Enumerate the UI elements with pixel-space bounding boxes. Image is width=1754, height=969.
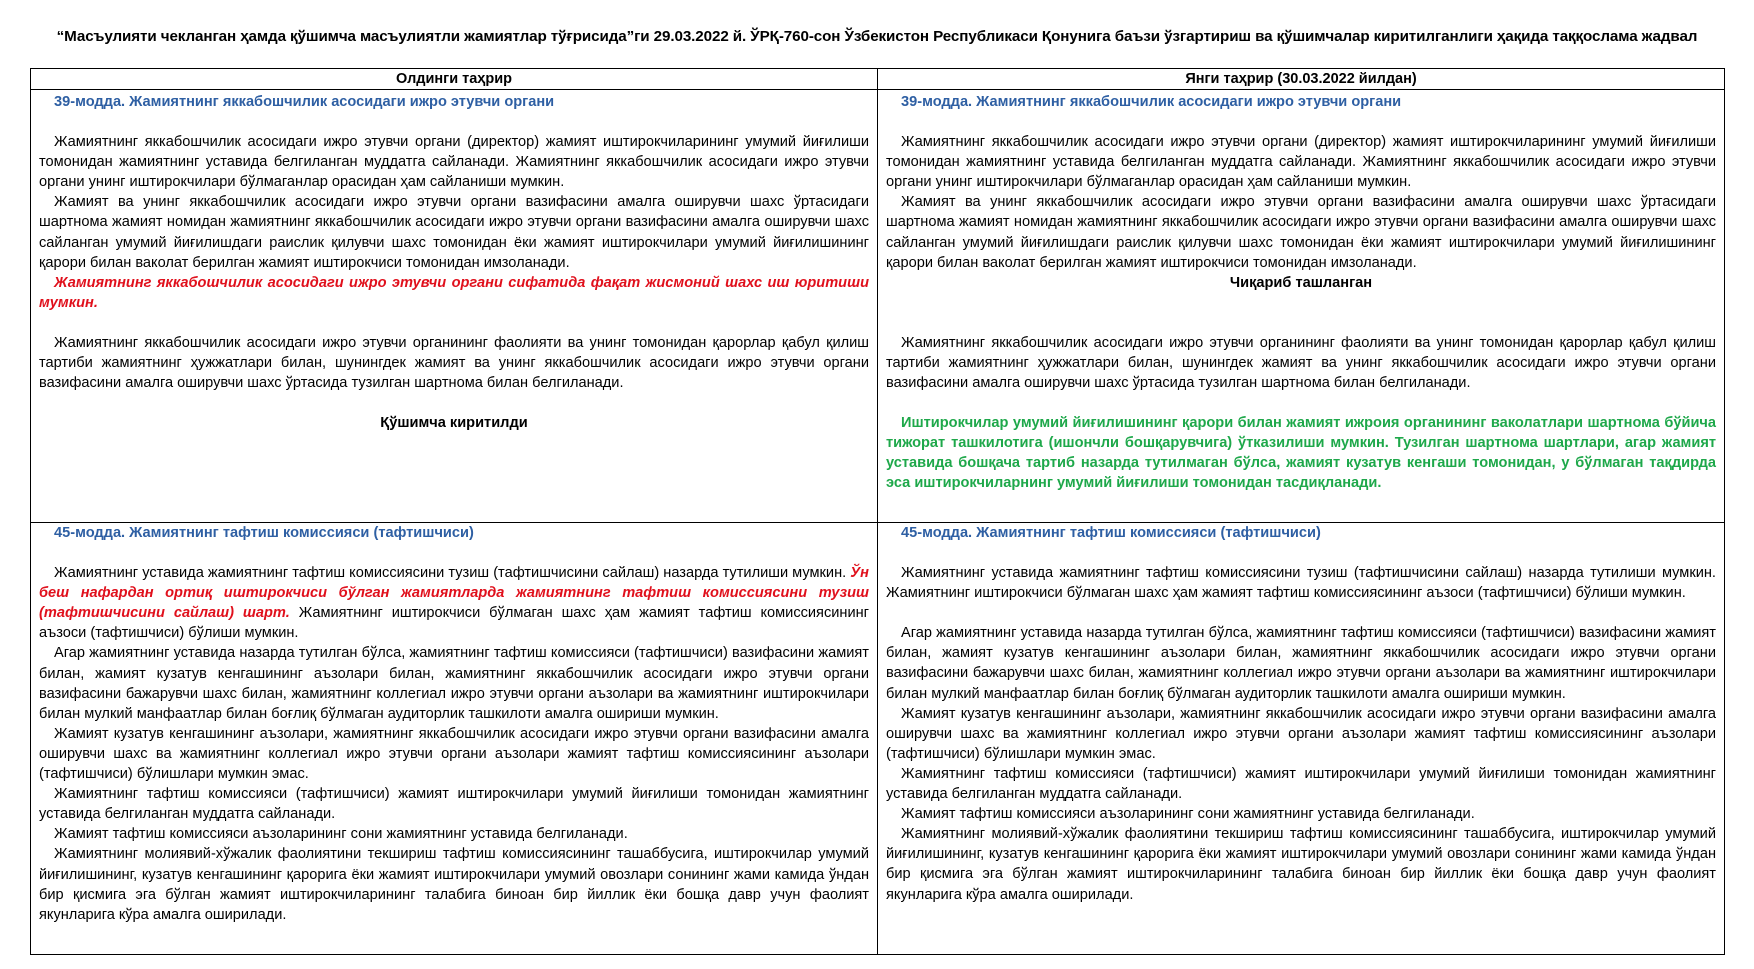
article-45-paragraph-5: Жамият тафтиш комиссияси аъзоларининг сони жамиятнинг уставида белгиланади. [54,826,628,843]
article-45-paragraph-6: Жамиятнинг молиявий-хўжалик фаолиятини текшириш тафтиш комиссиясининг ташаббусига, иштирокчилар умумий йиғилишининг, кузатув кенгашининг қарорига ёки жамият иштирокчилари умумий овозлари сонининг жами камида ўндан бир қисмига эга бўлган жамият иштирокчиларининг талабига биноан бир йиллик ёки бошқа давр учун фаолият якунларига кўра амалга оширилади. [39,846,869,923]
article-45-heading: 45-модда. Жамиятнинг тафтиш комиссияси (тафтишчиси) [901,525,1321,541]
article-45-paragraph-1 [39,563,869,643]
removed-text-highlight: Ўн беш нафардан ортиқ иштирокчиси бўлган жамиятларда жамиятнинг тафтиш комиссиясини тузиш (тафтишчисини сайлаш) шарт. [39,565,869,622]
article-39-paragraph-1: Жамиятнинг яккабошчилик асосидаги ижро этувчи органи (директор) жамият иштирокчиларининг умумий йиғилиши томонидан жамиятнинг уставида белгиланган муддатга сайланади. Жамиятнинг яккабошчилик асосидаги ижро этувчи органи унинг иштирокчилари бўлмаганлар орасидан ҳам сайланиши мумкин. [39,134,869,191]
paragraph-1-end: Жамиятнинг иштирокчиси бўлмаган шахс ҳам жамият тафтиш комиссиясининг аъзоси (тафтишчиси) бўлиши мумкин. [886,585,1686,602]
table-row-article-39 [31,90,1725,523]
old-edition-cell [31,523,878,955]
article-39-paragraph-2: Жамият ва унинг яккабошчилик асосидаги ижро этувчи органи вазифасини амалга оширувчи шахс ўртасидаги шартнома жамият номидан жамиятнинг яккабошчилик асосидаги ижро этувчи органи вазифасини амалга оширувчи шахс сайланган умумий йиғилишдаги раислик қилувчи шахс томонидан ёки жамият иштирокчилари умумий йиғилишининг қарори билан ваколат берилган жамият иштирокчиси томонидан имзоланади. [886,194,1716,271]
document-title: “Масъулияти чекланган ҳамда қўшимча масъулиятли жамиятлар тўғрисида”ги 29.03.2022 й. ЎРҚ-760-сон Ўзбекистон Республикаси Қонунига баъзи ўзгартириш ва қўшимчалар киритилганлиги ҳақида таққослама жадвал [56,28,1698,45]
article-39-heading: 39-модда. Жамиятнинг яккабошчилик асосидаги ижро этувчи органи [901,94,1402,110]
new-edition-cell [878,523,1725,955]
table-row-article-45 [31,523,1725,955]
article-45-paragraph-3: Жамият кузатув кенгашининг аъзолари, жамиятнинг яккабошчилик асосидаги ижро этувчи органи вазифасини амалга оширувчи шахс ва жамиятнинг коллегиал ижро этувчи органи аъзолари жамият тафтиш комиссиясининг аъзолари (тафтишчиси) бўлишлари мумкин эмас. [39,725,869,783]
article-39-paragraph-2: Жамият ва унинг яккабошчилик асосидаги ижро этувчи органи вазифасини амалга оширувчи шахс ўртасидаги шартнома жамият номидан жамиятнинг яккабошчилик асосидаги ижро этувчи органи вазифасини амалга оширувчи шахс сайланган умумий йиғилишдаги раислик қилувчи шахс томонидан ёки жамият иштирокчилари умумий йиғилишининг қарори билан ваколат берилган жамият иштирокчиси томонидан имзоланади. [39,194,869,271]
article-39-paragraph-3: Жамиятнинг яккабошчилик асосидаги ижро этувчи органининг фаолияти ва унинг томонидан қарорлар қабул қилиш тартиби жамиятнинг ҳужжатлари билан, шунингдек жамият ва унинг яккабошчилик асосидаги ижро этувчи органи вазифасини амалга оширувчи шахс ўртасида тузилган шартнома билан белгиланади. [886,334,1716,392]
comparison-table [30,68,1725,955]
column-header-new: Янги таҳрир (30.03.2022 йилдан) [878,69,1725,90]
article-45-paragraph-3: Жамият кузатув кенгашининг аъзолари, жамиятнинг яккабошчилик асосидаги ижро этувчи органи вазифасини амалга оширувчи шахс ва жамиятнинг коллегиал ижро этувчи органи аъзолари жамият тафтиш комиссиясининг аъзолари (тафтишчиси) бўлишлари мумкин эмас. [886,705,1716,762]
article-45-paragraph-2: Агар жамиятнинг уставида назарда тутилган бўлса, жамиятнинг тафтиш комиссияси (тафтишчиси) вазифасини жамият билан, жамият кузатув кенгашининг аъзолари билан, жамиятнинг яккабошчилик асосидаги ижро этувчи органи вазифасини бажарувчи шахс билан, жамиятнинг коллегиал ижро этувчи органи аъзолари ва жамиятнинг иштирокчилари билан мулкий манфаатлар билан боғлиқ бўлмаган аудиторлик ташкилоти амалга ошириши мумкин. [39,645,869,722]
paragraph-1-start: Жамиятнинг уставида жамиятнинг тафтиш комиссиясини тузиш (тафтишчисини сайлаш) назарда тутилиши мумкин. [54,565,847,582]
column-header-old: Олдинги таҳрир [31,69,878,90]
new-edition-cell [878,90,1725,523]
paragraph-1-start: Жамиятнинг уставида жамиятнинг тафтиш комиссиясини тузиш (тафтишчисини сайлаш) назарда тутилиши мумкин. [901,565,1716,582]
article-39-heading: 39-модда. Жамиятнинг яккабошчилик асосидаги ижро этувчи органи [54,94,555,110]
paragraph-1-end: Жамиятнинг иштирокчиси бўлмаган шахс ҳам жамият тафтиш комиссиясининг аъзоси (тафтишчиси) бўлиши мумкин. [39,605,870,642]
removed-note: Чиқариб ташланган [1229,274,1373,291]
article-45-paragraph-2: Агар жамиятнинг уставида назарда тутилган бўлса, жамиятнинг тафтиш комиссияси (тафтишчиси) вазифасини жамият билан, жамият кузатув кенгашининг аъзолари билан, жамиятнинг яккабошчилик асосидаги ижро этувчи органи вазифасини бажарувчи шахс билан, жамиятнинг коллегиал ижро этувчи органи аъзолари ва жамиятнинг иштирокчилари билан мулкий манфаатлар билан боғлиқ бўлмаган аудиторлик ташкилоти амалга ошириши мумкин. [886,625,1716,702]
added-text-highlight: Иштирокчилар умумий йиғилишининг қарори билан жамият ижроия органининг ваколатлари шартнома бўйича тижорат ташкилотига (ишончли бошқарувчига) ўтказилиши мумкин. Тузилган шартнома шартлари, агар жамият уставида бошқача тартиб назарда тутилмаган бўлса, жамият кузатув кенгаши томонидан, у бўлмаган тақдирда эса иштирокчиларнинг умумий йиғилиши томонидан тасдиқланади. [886,415,1716,492]
article-45-paragraph-6: Жамиятнинг молиявий-хўжалик фаолиятини текшириш тафтиш комиссиясининг ташаббусига, иштирокчилар умумий йиғилишининг, кузатув кенгашининг қарорига ёки жамият иштирокчилари умумий овозлари сонининг жами камида ўндан бир қисмига эга бўлган жамият иштирокчиларининг талабига биноан бир йиллик ёки бошқа давр учун фаолият якунларига кўра амалга оширилади. [886,826,1716,903]
addition-note: Қўшимча киритилди [380,415,528,432]
table-header-row [31,69,1725,90]
old-edition-cell [31,90,878,523]
article-39-paragraph-3: Жамиятнинг яккабошчилик асосидаги ижро этувчи органининг фаолияти ва унинг томонидан қарорлар қабул қилиш тартиби жамиятнинг ҳужжатлари билан, шунингдек жамият ва унинг яккабошчилик асосидаги ижро этувчи органи вазифасини амалга оширувчи шахс ўртасида тузилган шартнома билан белгиланади. [39,334,869,392]
article-45-paragraph-5: Жамият тафтиш комиссияси аъзоларининг сони жамиятнинг уставида белгиланади. [901,806,1475,823]
article-45-paragraph-4: Жамиятнинг тафтиш комиссияси (тафтишчиси) жамият иштирокчилари умумий йиғилиши томонидан жамиятнинг уставида белгиланган муддатга сайланади. [886,765,1716,803]
removed-text-highlight: Жамиятнинг яккабошчилик асосидаги ижро этувчи органи сифатида фақат жисмоний шахс иш юритиши мумкин. [39,274,869,311]
article-45-paragraph-4: Жамиятнинг тафтиш комиссияси (тафтишчиси) жамият иштирокчилари умумий йиғилиши томонидан жамиятнинг уставида белгиланган муддатга сайланади. [39,786,869,823]
article-39-paragraph-1: Жамиятнинг яккабошчилик асосидаги ижро этувчи органи (директор) жамият иштирокчиларининг умумий йиғилиши томонидан жамиятнинг уставида белгиланган муддатга сайланади. Жамиятнинг яккабошчилик асосидаги ижро этувчи органи унинг иштирокчилари бўлмаганлар орасидан ҳам сайланиши мумкин. [886,134,1716,191]
article-45-paragraph-1 [886,563,1716,603]
article-45-heading: 45-модда. Жамиятнинг тафтиш комиссияси (тафтишчиси) [54,525,474,541]
